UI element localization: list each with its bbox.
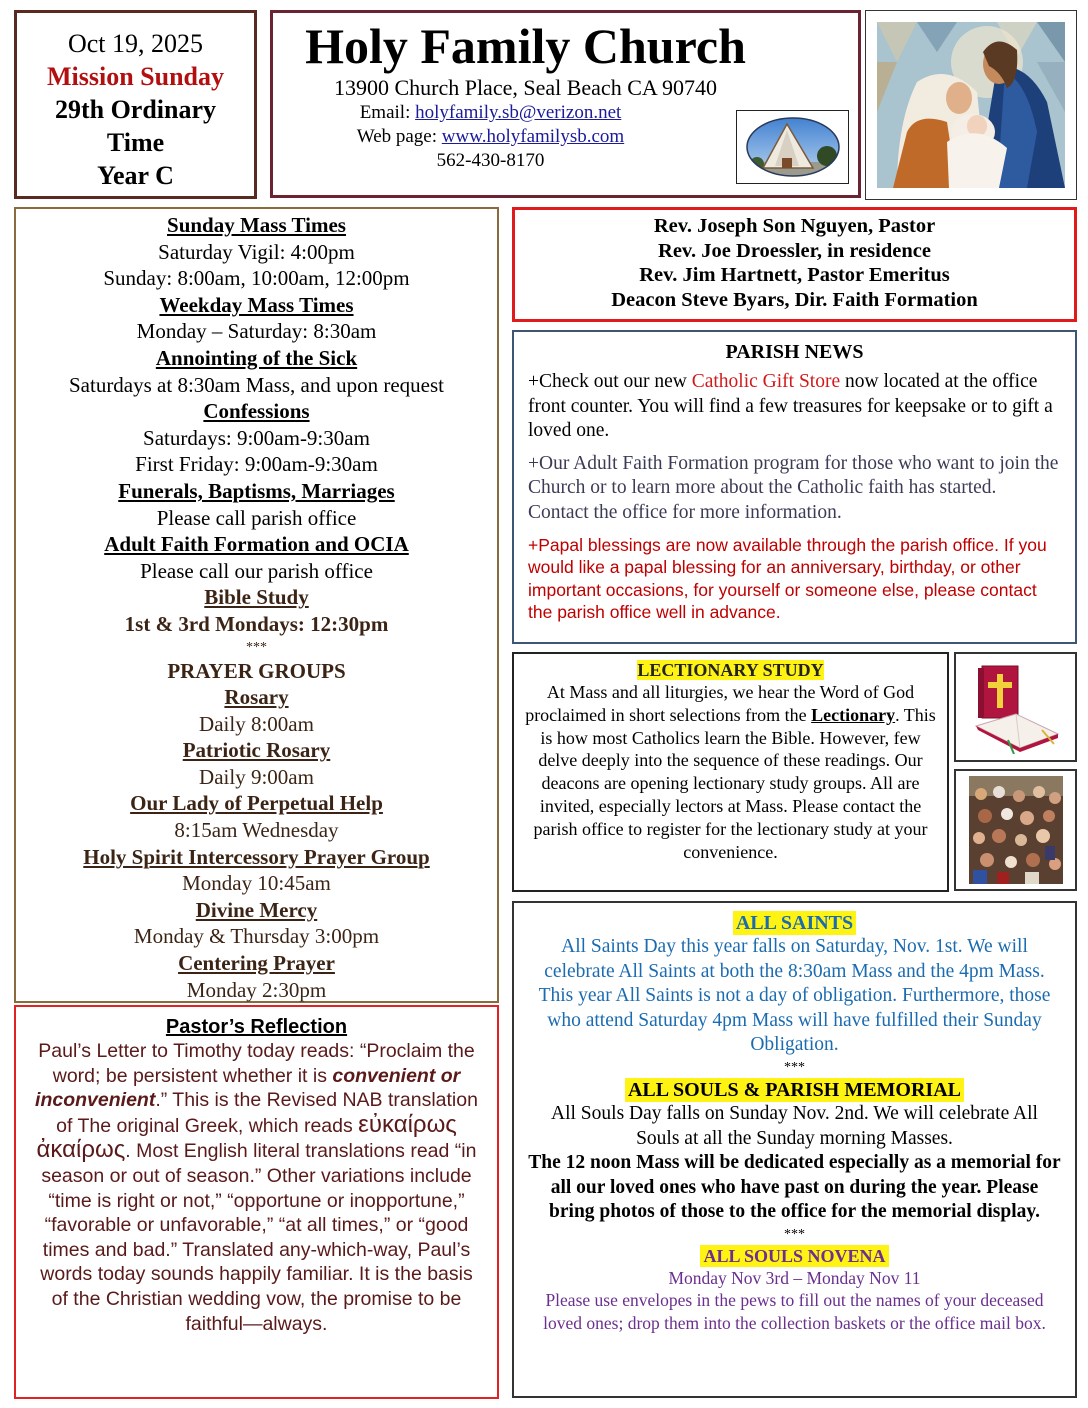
separator: ***: [246, 639, 267, 655]
email-link[interactable]: holyfamily.sb@verizon.net: [415, 102, 622, 123]
all-saints-title: ALL SAINTS: [733, 911, 856, 935]
lectionary-study: [512, 652, 949, 892]
weekday-mass-heading: Weekday Mass Times: [159, 292, 354, 317]
anointing-times: Saturdays at 8:30am Mass, and upon request: [68, 372, 445, 397]
news-item-faith-formation: +Our Adult Faith Formation program for those who want to join the Church or to learn more about the Catholic faith has started. Contact the office for more information.: [528, 452, 1059, 523]
prayer-group-name: Divine Mercy: [195, 897, 318, 922]
date-box: [14, 10, 257, 199]
clergy-pastor-emeritus: Rev. Jim Hartnett, Pastor Emeritus: [639, 264, 950, 286]
separator: ***: [784, 1226, 805, 1242]
memorial-mass-note: The 12 noon Mass will be dedicated especially as a memorial for all our loved ones who have past on during the year. Please bring photos of those to the office for the memorial display.: [528, 1152, 1061, 1223]
liturgical-year: Year C: [97, 161, 174, 190]
news-text: now located at the office front counter. You will find a few treasures for keepsake or to gift a loved one.: [528, 371, 1053, 442]
prayer-group-time: Daily 9:00am: [199, 764, 314, 789]
prayer-group-name: Rosary: [224, 685, 289, 710]
church-building-icon: [745, 116, 841, 178]
prayer-group-name: Centering Prayer: [178, 951, 335, 976]
holy-family-image: [877, 22, 1065, 188]
lectionary-title: LECTIONARY STUDY: [637, 660, 824, 680]
prayer-group-time: Monday & Thursday 3:00pm: [133, 924, 380, 949]
all-souls-body: All Souls Day falls on Sunday Nov. 2nd. We will celebrate All Souls at all the Sunday morning Masses.: [551, 1102, 1038, 1149]
saturday-vigil: Saturday Vigil: 4:00pm: [158, 239, 355, 264]
novena-title: ALL SOULS NOVENA: [700, 1245, 888, 1267]
greek-phrase: εὐκαίρως ἀκαίρως: [36, 1110, 457, 1164]
website-link[interactable]: www.holyfamilysb.com: [441, 126, 625, 147]
lectionary-book-image: [954, 652, 1077, 762]
confessions-saturday: Saturdays: 9:00am-9:30am: [143, 425, 370, 450]
occasion: Mission Sunday: [46, 62, 225, 91]
holy-family-icon: [877, 22, 1065, 188]
reflection-text: Paul’s Letter to Timothy today reads: “Proclaim the word; be persistent whether it is: [38, 1040, 475, 1087]
parish-news-title: PARISH NEWS: [725, 341, 864, 363]
email-label: Email:: [359, 102, 416, 123]
parish-news: [512, 330, 1077, 644]
sunday-times: Sunday: 8:00am, 10:00am, 12:00pm: [103, 266, 410, 291]
all-souls-title: ALL SOULS & PARISH MEMORIAL: [625, 1078, 964, 1102]
sunday-mass-heading: Sunday Mass Times: [167, 213, 346, 237]
anointing-heading: Annointing of the Sick: [155, 345, 358, 370]
ocia-heading: Adult Faith Formation and OCIA: [104, 532, 409, 557]
gift-store-highlight: Catholic Gift Store: [691, 371, 841, 392]
liturgical-week-cont: Time: [106, 128, 165, 157]
lectionary-book-icon: [968, 660, 1064, 754]
prayer-group-name: Our Lady of Perpetual Help: [130, 791, 383, 816]
weekday-times: Monday – Saturday: 8:30am: [136, 319, 377, 344]
reflection-title: Pastor’s Reflection: [165, 1016, 348, 1038]
prayer-group-time: Monday 2:30pm: [186, 977, 327, 1002]
saints-collage-image: [954, 769, 1077, 891]
clergy-deacon: Deacon Steve Byars, Dir. Faith Formation: [611, 288, 978, 311]
news-item-papal-blessings: +Papal blessings are now available through the parish office. If you would like a papal blessing for an anniversary, birthday, or other important occasions, for yourself or someone else, please contact the parish office well in advance.: [528, 534, 1047, 623]
mass-times-panel: [14, 207, 499, 1003]
lectionary-body: [522, 681, 939, 863]
news-text: +Check out our new: [528, 371, 692, 392]
church-address: 13900 Church Place, Seal Beach CA 90740: [333, 75, 718, 100]
church-photo: [736, 110, 849, 184]
separator: ***: [784, 1059, 805, 1075]
saints-collage-icon: [969, 776, 1063, 884]
confessions-first-friday: First Friday: 9:00am-9:30am: [135, 452, 378, 477]
prayer-group-time: 8:15am Wednesday: [174, 818, 339, 843]
phone-number: 562-430-8170: [436, 150, 545, 171]
reflection-emphasis: convenient or inconvenient: [35, 1064, 461, 1112]
reflection-body: [30, 1039, 483, 1336]
clergy-pastor: Rev. Joseph Son Nguyen, Pastor: [653, 215, 936, 237]
reflection-text: .” This is the Revised NAB translation of The original Greek, which reads: [56, 1089, 478, 1137]
church-name: Holy Family Church: [305, 18, 746, 74]
lectionary-text: At Mass and all liturgies, we hear the Word of God proclaimed in short selections from the: [525, 682, 915, 725]
news-item-gift-store: [528, 370, 1061, 444]
holy-family-image-frame: [865, 10, 1077, 200]
web-label: Web page:: [356, 126, 442, 147]
all-saints-body: All Saints Day this year falls on Saturday, Nov. 1st. We will celebrate All Saints at both the 8:30am Mass and the 4pm Mass. This year All Saints is not a day of obligation. Furthermore, those who attend Saturday 4pm Mass will have fulfilled their Sunday Obligation.: [538, 936, 1051, 1056]
bible-study-times: 1st & 3rd Mondays: 12:30pm: [124, 611, 389, 636]
prayer-groups-heading: PRAYER GROUPS: [167, 658, 346, 683]
sacraments-heading: Funerals, Baptisms, Marriages: [118, 478, 395, 503]
sacraments-text: Please call parish office: [156, 505, 357, 530]
liturgical-week: 29th Ordinary: [54, 95, 217, 124]
prayer-group-name: Holy Spirit Intercessory Prayer Group: [83, 844, 430, 869]
confessions-heading: Confessions: [203, 399, 310, 424]
pastors-reflection: [14, 1005, 499, 1399]
bible-study-heading: Bible Study: [204, 585, 309, 610]
church-header: [270, 10, 861, 198]
prayer-group-time: Monday 10:45am: [182, 871, 331, 896]
lectionary-term: Lectionary: [811, 704, 896, 725]
prayer-group-name: Patriotic Rosary: [182, 738, 331, 763]
clergy-list: [512, 207, 1077, 322]
novena-dates: Monday Nov 3rd – Monday Nov 11: [668, 1267, 921, 1288]
reflection-text: . Most English literal translations read “in season or out of season.” Other variations include “time is right or not,” “opportune or inopportune,” “favorable or unfavorable,” “at all times,” or “good times and bad.” Translated any-which-way, Paul’s words today sounds happily familiar. It is the basis of the Christian wedding vow, the promise to be faithful—always.: [40, 1140, 477, 1335]
ocia-text: Please call our parish office: [140, 558, 373, 583]
novena-body: Please use envelopes in the pews to fill out the names of your deceased loved ones; drop them into the collection baskets or the office mail box.: [543, 1290, 1046, 1333]
bulletin-date: Oct 19, 2025: [67, 29, 204, 58]
all-saints-all-souls: [512, 901, 1077, 1398]
prayer-group-time: Daily 8:00am: [199, 711, 314, 736]
clergy-in-residence: Rev. Joe Droessler, in residence: [658, 239, 931, 262]
lectionary-text: . This is how most Catholics learn the Bible. However, few delve deeply into the sequence of these readings. Our deacons are opening lectionary study groups. All are invited, especially lectors at Mass. Please contact the parish office to register for the lectionary study at your convenience.: [533, 704, 936, 862]
